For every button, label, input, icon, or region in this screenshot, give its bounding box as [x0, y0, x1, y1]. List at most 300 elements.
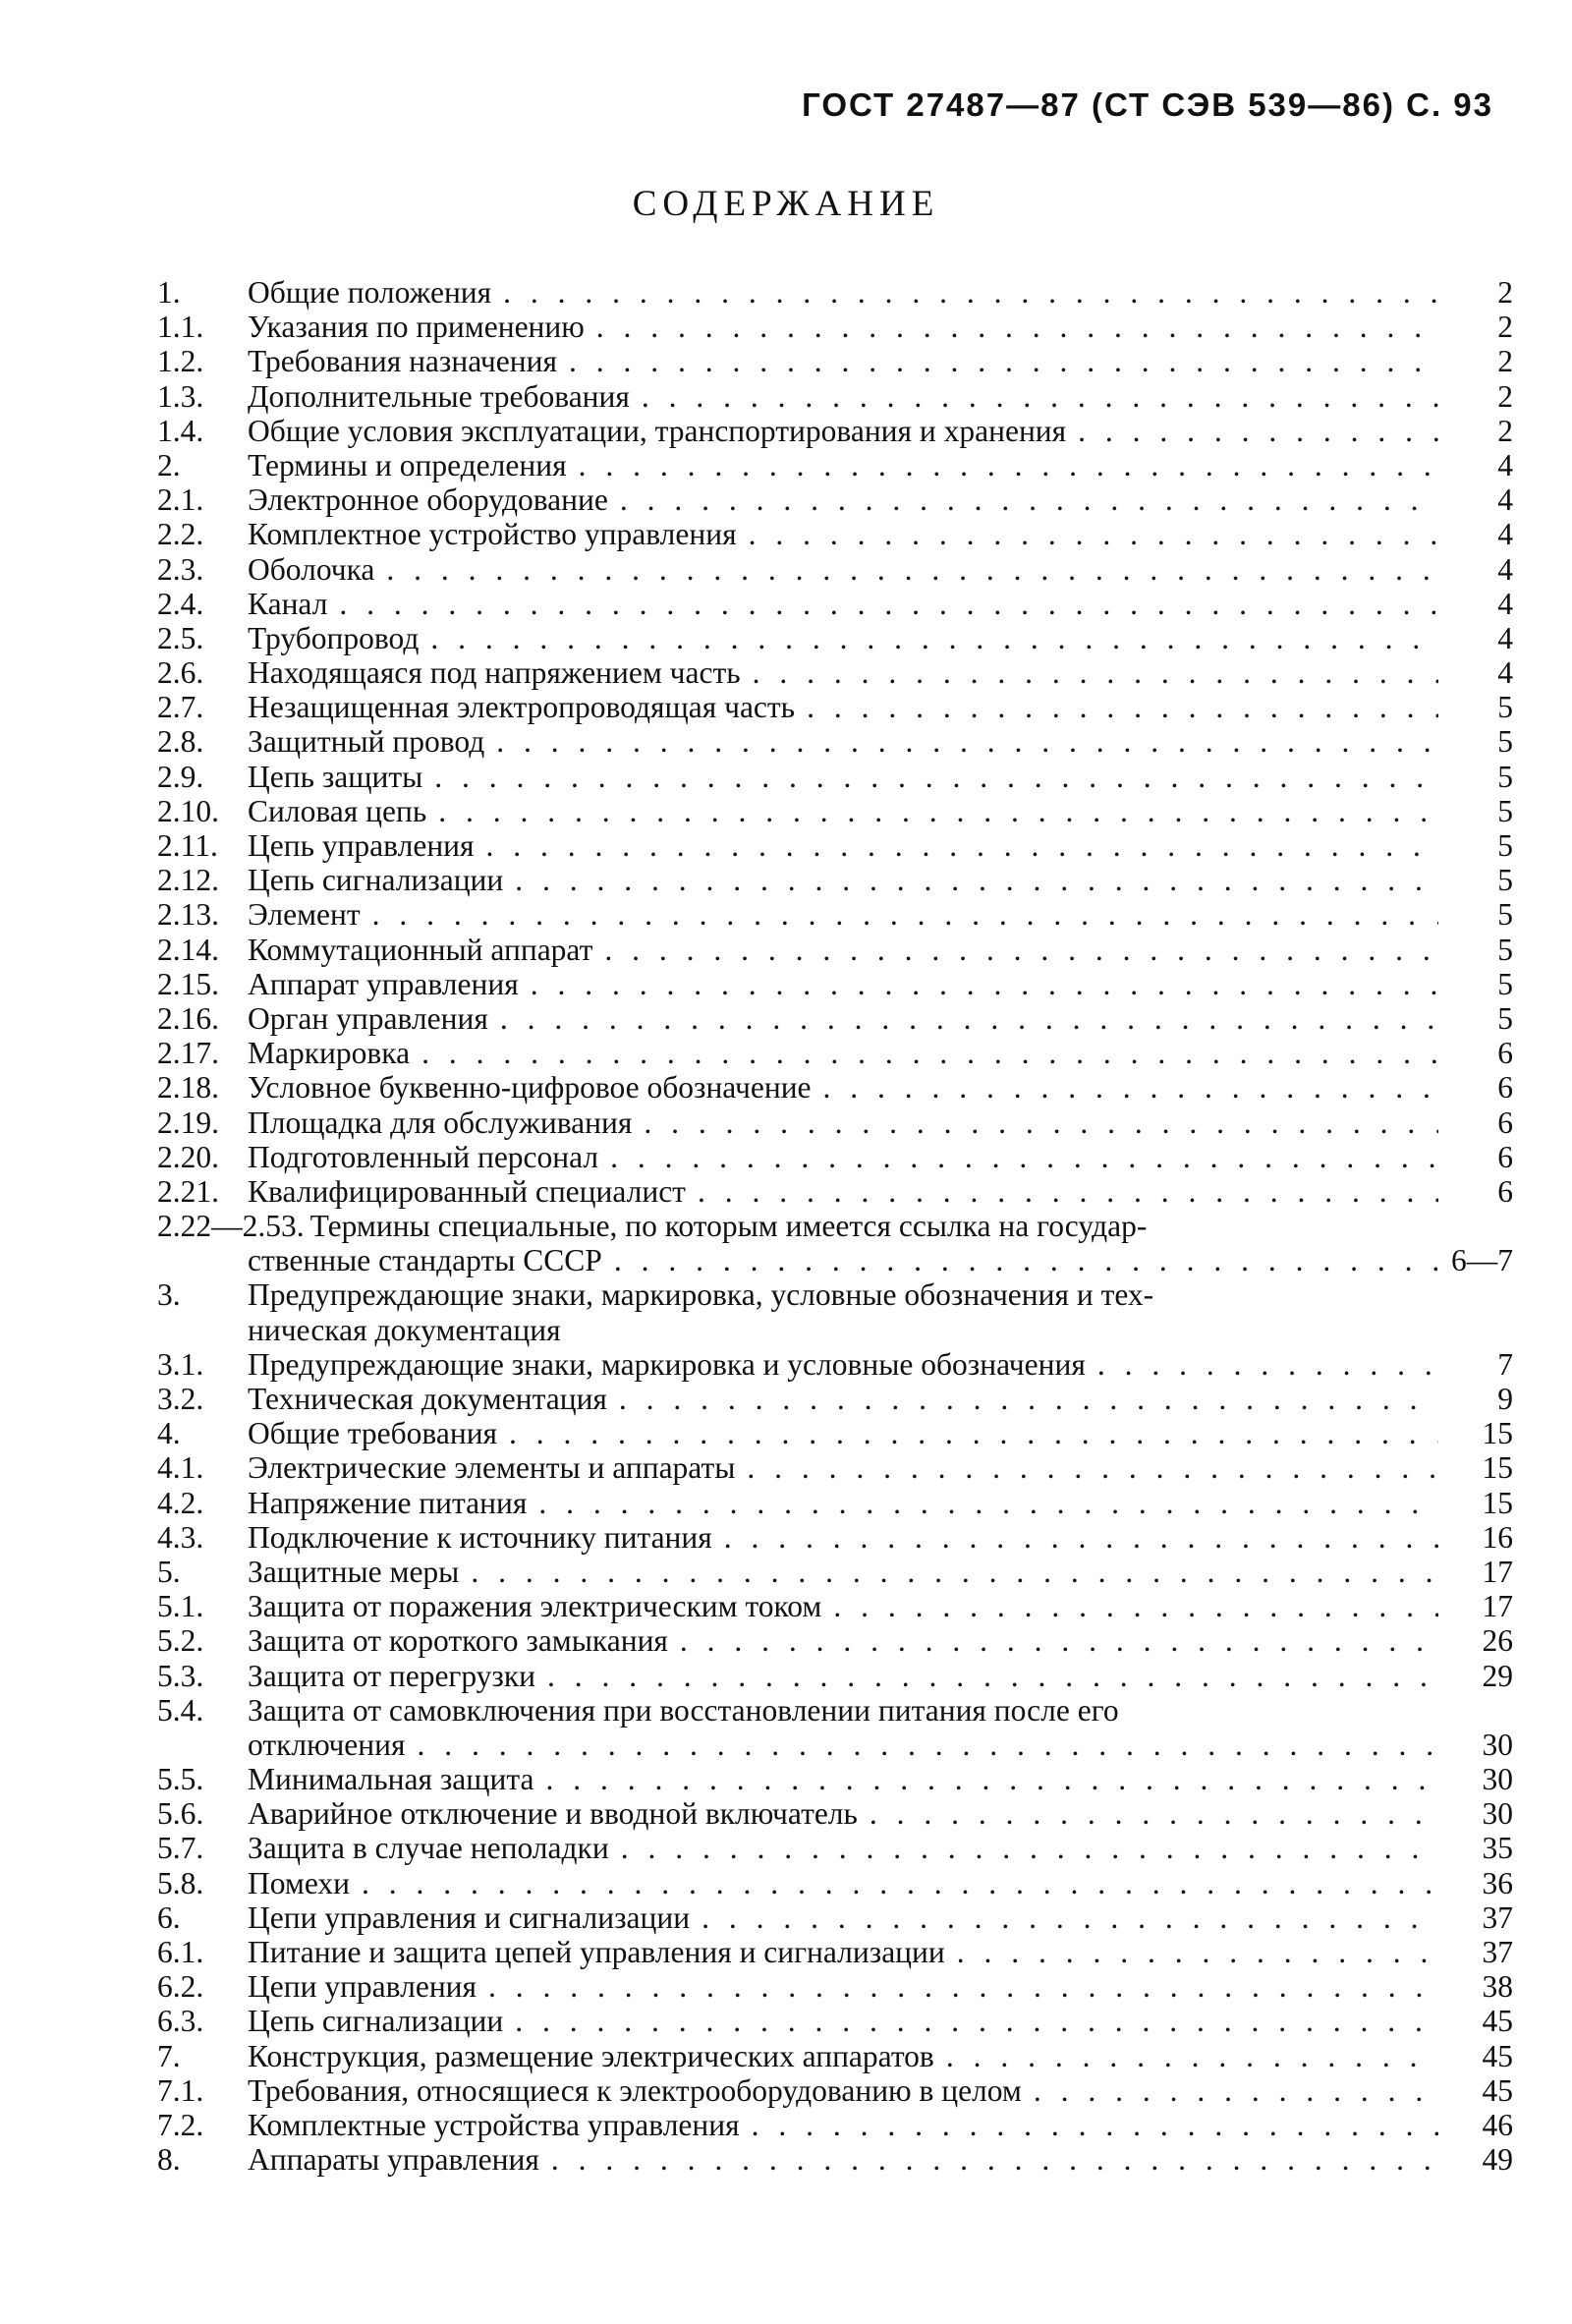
toc-entry-number: 6.3. [157, 2004, 204, 2039]
toc-entry-number: 4. [157, 1416, 181, 1451]
toc-entry [157, 1762, 1513, 1796]
toc-entry-page: 2 [1497, 310, 1513, 345]
dot-leader [610, 1140, 1438, 1174]
toc-entry-page: 4 [1497, 620, 1513, 655]
dot-leader [551, 2142, 1438, 2177]
toc-entry-page: 30 [1482, 1796, 1513, 1832]
toc-entry-title: Коммутационный аппарат [248, 932, 593, 967]
dot-leader [509, 1416, 1438, 1450]
toc-entry-page: 5 [1497, 759, 1513, 794]
dot-leader [531, 967, 1438, 1001]
toc-entry-text [248, 1762, 1438, 1796]
toc-entry-text [248, 2108, 1438, 2142]
toc-entry-title: Цепь управления [248, 828, 475, 863]
dot-leader [614, 1243, 1438, 1277]
dot-leader [546, 1762, 1438, 1796]
toc-entry-number: 2.3. [157, 551, 204, 587]
toc-entry-title: Площадка для обслуживания [248, 1105, 633, 1140]
toc-entry-title: Силовая цепь [248, 793, 427, 828]
toc-entry-text [248, 552, 1438, 587]
dot-leader [486, 828, 1438, 863]
toc-entry-text [248, 1623, 1438, 1658]
dot-leader [1165, 1277, 1438, 1312]
toc-entry-text [248, 1313, 1438, 1347]
toc-entry [157, 1866, 1513, 1900]
toc-entry [157, 690, 1513, 724]
dot-leader [1131, 1693, 1438, 1728]
toc-entry-number: 4.3. [157, 1519, 204, 1555]
toc-entry-number: 5. [157, 1554, 181, 1589]
toc-entry [157, 863, 1513, 897]
toc-entry-text [248, 897, 1438, 932]
toc-entry-page: 37 [1482, 1899, 1513, 1935]
toc-entry-number: 2.7. [157, 690, 204, 725]
toc-entry-title: Маркировка [248, 1036, 411, 1071]
toc-entry-text [248, 2073, 1438, 2108]
toc-entry-text [248, 1001, 1438, 1036]
toc-entry-text [248, 1693, 1438, 1728]
toc-entry-page: 5 [1497, 897, 1513, 933]
toc-entry-number: 2.11. [157, 828, 218, 863]
toc-entry-page: 15 [1482, 1416, 1513, 1451]
toc-entry-title: ническая документация [248, 1312, 561, 1347]
toc-entry [157, 2073, 1513, 2108]
toc-entry [157, 967, 1513, 1001]
toc-entry-page: 2 [1497, 344, 1513, 379]
toc-entry-title: Общие требования [248, 1416, 498, 1451]
toc-entry [157, 1313, 1513, 1347]
toc-entry-title: Защита в случае неполадки [248, 1831, 609, 1866]
toc-entry-number: 1.3. [157, 378, 204, 414]
toc-entry-title: Термины и определения [248, 447, 567, 482]
toc-entry-title: Орган управления [248, 1000, 488, 1036]
dot-leader [430, 621, 1438, 655]
toc-entry [157, 1693, 1513, 1728]
toc-entry-title: Требования назначения [248, 344, 557, 379]
toc-entry-number: 2.17. [157, 1036, 219, 1071]
toc-entry-page: 29 [1482, 1658, 1513, 1693]
dot-leader [604, 933, 1438, 967]
toc-entry [157, 379, 1513, 414]
toc-entry-number: 2. [157, 447, 181, 482]
toc-entry-page: 15 [1482, 1485, 1513, 1520]
toc-entry [157, 448, 1513, 482]
toc-entry [157, 1140, 1513, 1174]
dot-leader [496, 724, 1438, 759]
toc-entry-title: Канал [248, 586, 328, 621]
toc-entry-page: 5 [1497, 690, 1513, 725]
toc-entry [157, 1416, 1513, 1450]
toc-entry-page: 5 [1497, 966, 1513, 1001]
toc-entry-text [248, 794, 1438, 828]
toc-entry-title: Оболочка [248, 551, 375, 587]
dot-leader [946, 2039, 1438, 2073]
toc-entry [157, 794, 1513, 828]
toc-entry-text [248, 2142, 1438, 2177]
toc-entry-text [248, 760, 1438, 794]
toc-entry-page: 5 [1497, 724, 1513, 760]
toc-entry [157, 414, 1513, 448]
toc-entry-page: 2 [1497, 378, 1513, 414]
toc-entry [157, 1831, 1513, 1865]
toc-entry-page: 5 [1497, 828, 1513, 863]
dot-leader [698, 1174, 1438, 1209]
toc-entry-text [248, 1589, 1438, 1623]
toc-entry-page: 38 [1482, 1969, 1513, 2005]
dot-leader [500, 1001, 1438, 1036]
toc-entry-title: Комплектное устройство управления [248, 517, 737, 552]
toc-entry [157, 310, 1513, 344]
toc-entry-page: 45 [1482, 2072, 1513, 2108]
toc-entry-title: Трубопровод [248, 620, 420, 655]
toc-entry-text [248, 863, 1438, 897]
dot-leader [1078, 414, 1438, 448]
toc-entry-text [248, 1416, 1438, 1450]
dot-leader [833, 1589, 1438, 1623]
toc-entry-number: 5.7. [157, 1831, 204, 1866]
toc-entry-title: Цепи управления [248, 1969, 477, 2005]
toc-entry-number: 2.16. [157, 1000, 219, 1036]
dot-leader [579, 448, 1438, 482]
toc-entry-text [248, 1659, 1438, 1693]
toc-entry-number: 2.9. [157, 759, 204, 794]
toc-entry-text [248, 621, 1438, 655]
toc-entry-title: Защитные меры [248, 1554, 460, 1589]
page-header: ГОСТ 27487—87 (СТ СЭВ 539—86) С. 93 [802, 86, 1493, 123]
toc-entry-number: 5.6. [157, 1796, 204, 1832]
toc-entry-number: 2.5. [157, 620, 204, 655]
toc-entry-title: Цепи управления и сигнализации [248, 1899, 691, 1935]
toc-entry-title: Квалифицированный специалист [248, 1173, 686, 1209]
toc-entry-text [248, 275, 1438, 310]
toc-entry [157, 2142, 1513, 2177]
toc-entry [157, 1243, 1513, 1277]
dot-leader [421, 1036, 1438, 1070]
toc-entry-text [248, 724, 1438, 759]
toc-entry-text [248, 1174, 1438, 1209]
toc-entry-page: 9 [1497, 1382, 1513, 1416]
toc-entry [157, 1623, 1513, 1658]
dot-leader [1097, 1347, 1438, 1382]
toc-entry [157, 1796, 1513, 1831]
toc-entry-text [248, 1105, 1438, 1140]
toc-entry-number: 1.4. [157, 413, 204, 448]
toc-entry [157, 724, 1513, 759]
toc-entry-number: 2.2. [157, 517, 204, 552]
toc-entry-text [248, 1866, 1438, 1900]
toc-entry-title: Предупреждающие знаки, маркировка, условные обозначения и тех- [248, 1277, 1154, 1313]
toc-entry-text [248, 1382, 1438, 1416]
toc-entry-title: Помехи [248, 1865, 351, 1900]
dot-leader [339, 587, 1438, 621]
dot-leader [538, 1486, 1438, 1520]
toc-entry [157, 1520, 1513, 1555]
toc-entry-title: Защита от поражения электрическим током [248, 1589, 822, 1624]
toc-entry-page: 45 [1482, 2004, 1513, 2039]
toc-entry-number: 3.2. [157, 1382, 204, 1416]
dot-leader [753, 655, 1438, 690]
toc-entry-title: Комплектные устройства управления [248, 2107, 740, 2142]
toc-entry-number: 2.14. [157, 932, 219, 967]
toc-entry [157, 1174, 1513, 1209]
toc-entry-title: Подключение к источнику питания [248, 1519, 712, 1555]
toc-entry-number: 2.10. [157, 793, 219, 828]
toc-entry-page: 6 [1497, 1105, 1513, 1140]
toc-entry-text [248, 1450, 1438, 1485]
dot-leader [870, 1796, 1438, 1831]
dot-leader [362, 1866, 1438, 1900]
toc-entry-text [248, 1140, 1438, 1174]
dot-leader [1034, 2073, 1438, 2108]
toc-entry-page: 5 [1497, 1000, 1513, 1036]
toc-entry [157, 344, 1513, 378]
toc-entry-text [248, 1969, 1438, 2004]
toc-entry-number: 5.3. [157, 1658, 204, 1693]
toc-entry-page: 4 [1497, 655, 1513, 691]
toc-entry-title: ственные стандарты СССР [248, 1243, 602, 1278]
toc-entry-page: 4 [1497, 517, 1513, 552]
toc-entry-page: 26 [1482, 1623, 1513, 1659]
dot-leader [621, 1831, 1438, 1865]
toc-entry-number: 2.12. [157, 863, 219, 898]
toc-entry-text [248, 379, 1438, 414]
toc-entry-title: Питание и защита цепей управления и сигнализации [248, 1935, 945, 1969]
toc-entry-page: 15 [1482, 1450, 1513, 1486]
dot-leader [957, 1935, 1438, 1969]
toc-entry [157, 1728, 1513, 1762]
toc-entry [157, 1036, 1513, 1070]
toc-entry-text [248, 967, 1438, 1001]
dot-leader [434, 760, 1438, 794]
toc-entry [157, 1070, 1513, 1105]
toc-entry-number: 4.1. [157, 1450, 204, 1486]
toc-entry-title: Защита от самовключения при восстановлении питания после его [248, 1692, 1119, 1728]
toc-entry-text [248, 1900, 1438, 1935]
toc-entry-title: Техническая документация [248, 1382, 607, 1416]
toc-entry-page: 2 [1497, 413, 1513, 448]
dot-leader [596, 310, 1438, 344]
dot-leader [823, 1070, 1438, 1105]
toc-entry-text [248, 690, 1438, 724]
toc-entry-page: 5 [1497, 863, 1513, 898]
dot-leader [515, 863, 1438, 897]
toc-entry-text [248, 1935, 1438, 1969]
toc-entry-number: 6. [157, 1899, 181, 1935]
toc-entry-number: 3. [157, 1277, 181, 1313]
toc-entry-page: 5 [1497, 793, 1513, 828]
toc-entry-title: Находящаяся под напряжением часть [248, 655, 741, 691]
toc-entry-number: 2.20. [157, 1139, 219, 1174]
toc-entry-title: Указания по применению [248, 310, 585, 345]
toc-entry-page: 4 [1497, 447, 1513, 482]
toc-entry [157, 587, 1513, 621]
toc-entry-number: 2.6. [157, 655, 204, 691]
dot-leader [503, 275, 1438, 310]
toc-entry-text [248, 414, 1438, 448]
toc-entry-page: 4 [1497, 586, 1513, 621]
toc-entry-number: 5.2. [157, 1623, 204, 1659]
toc-entry-page: 45 [1482, 2038, 1513, 2073]
toc-entry-text [248, 1347, 1438, 1382]
toc-entry-title: Цепь защиты [248, 759, 423, 794]
toc-entry-title: Защита от перегрузки [248, 1658, 536, 1693]
toc-entry-number: 2.21. [157, 1173, 219, 1209]
toc-entry [157, 897, 1513, 932]
toc-entry-page: 17 [1482, 1554, 1513, 1589]
toc-entry-text [248, 1520, 1438, 1555]
toc-entry-number: 5.8. [157, 1865, 204, 1900]
toc-entry-number: 5.4. [157, 1692, 204, 1728]
toc-entry-title: Общие положения [248, 275, 492, 310]
toc-entry [157, 1555, 1513, 1589]
toc-entry [157, 1347, 1513, 1382]
toc-entry-page: 6 [1497, 1036, 1513, 1071]
toc-entry-title: Незащищенная электропроводящая часть [248, 690, 796, 725]
toc-entry-page: 5 [1497, 932, 1513, 967]
toc-entry-number: 4.2. [157, 1485, 204, 1520]
dot-leader [417, 1728, 1438, 1762]
toc-entry [157, 1450, 1513, 1485]
toc-entry-page: 6 [1497, 1070, 1513, 1105]
page-title: СОДЕРЖАНИЕ [632, 184, 940, 224]
toc-entry-number: 6.2. [157, 1969, 204, 2005]
toc-entry-title: Напряжение питания [248, 1485, 528, 1520]
toc-entry-title: Цепь сигнализации [248, 863, 504, 898]
toc-entry-text [248, 1555, 1438, 1589]
toc-entry-number: 8. [157, 2142, 181, 2178]
toc-entry-number: 1. [157, 275, 181, 310]
toc-entry-text [248, 2039, 1438, 2073]
toc-entry-title: Требования, относящиеся к электрооборудованию в целом [248, 2072, 1022, 2108]
toc-entry [157, 1900, 1513, 1935]
toc-entry [157, 1659, 1513, 1693]
toc-entry [157, 1277, 1513, 1312]
dot-leader [438, 794, 1438, 828]
toc-entry [157, 1935, 1513, 1969]
toc-entry [157, 933, 1513, 967]
toc-entry-page: 16 [1482, 1519, 1513, 1555]
toc-entry-text [248, 587, 1438, 621]
dot-leader [569, 344, 1438, 378]
toc-entry-text [248, 655, 1438, 690]
toc-entry [157, 1382, 1513, 1416]
dot-leader [372, 897, 1438, 932]
toc-entry-title: Дополнительные требования [248, 378, 630, 414]
toc-entry [157, 2004, 1513, 2038]
dot-leader [749, 517, 1438, 551]
toc-entry-page: 35 [1482, 1831, 1513, 1866]
toc-entry-number: 1.2. [157, 344, 204, 379]
toc-entry-text [248, 933, 1438, 967]
toc-entry [157, 621, 1513, 655]
toc-entry-text [248, 828, 1438, 863]
toc-entry-text [248, 1796, 1438, 1831]
toc-entry-text [248, 310, 1438, 344]
toc-entry [157, 275, 1513, 310]
toc-entry-page: 4 [1497, 551, 1513, 587]
toc-entry-title: Элемент [248, 897, 361, 933]
toc-entry-page: 6 [1497, 1173, 1513, 1209]
toc-entry-number: 2.18. [157, 1070, 219, 1105]
toc-entry-page: 17 [1482, 1589, 1513, 1624]
toc-entry [157, 2039, 1513, 2073]
dot-leader [747, 1450, 1438, 1485]
toc-entry-title: Электронное оборудование [248, 482, 608, 518]
dot-leader [807, 690, 1438, 724]
toc-entry-title: Защита от короткого замыкания [248, 1623, 668, 1659]
toc-entry-page: 30 [1482, 1762, 1513, 1797]
toc-entry-number: 3.1. [157, 1346, 204, 1382]
toc-entry [157, 482, 1513, 517]
dot-leader [752, 2108, 1438, 2142]
dot-leader [488, 1969, 1438, 2004]
toc-entry-title: Аппарат управления [248, 966, 519, 1001]
toc-entry-title: Подготовленный персонал [248, 1139, 599, 1174]
dot-leader [702, 1900, 1438, 1935]
toc-entry [157, 655, 1513, 690]
toc-entry-text [248, 2004, 1438, 2038]
toc-entry-text [248, 517, 1438, 551]
toc-entry [157, 1486, 1513, 1520]
toc-entry-number: 7.1. [157, 2072, 204, 2108]
dot-leader [644, 1105, 1438, 1140]
toc-entry [157, 1209, 1513, 1243]
dot-leader [515, 2004, 1438, 2038]
toc-entry-page: 49 [1482, 2142, 1513, 2178]
toc-entry-title: Минимальная защита [248, 1762, 534, 1797]
toc-entry-page: 37 [1482, 1935, 1513, 1969]
toc-entry-text [248, 1728, 1438, 1762]
toc-entry-number: 2.8. [157, 724, 204, 760]
toc-entry [157, 517, 1513, 551]
dot-leader [619, 1382, 1438, 1416]
toc-entry-title: Термины специальные, по которым имеется ссылка на государ- [309, 1209, 1148, 1244]
toc-entry-title: Общие условия эксплуатации, транспортирования и хранения [248, 413, 1067, 448]
toc-entry-number: 5.1. [157, 1589, 204, 1624]
dot-leader [680, 1623, 1438, 1658]
toc-entry-page: 7 [1497, 1346, 1513, 1382]
dot-leader [547, 1659, 1438, 1693]
toc-entry-number: 7.2. [157, 2107, 204, 2142]
toc-entry [157, 1589, 1513, 1623]
toc-entry-page: 36 [1482, 1865, 1513, 1900]
toc-entry-page: 6 [1497, 1139, 1513, 1174]
toc-entry [157, 2108, 1513, 2142]
dot-leader [573, 1313, 1438, 1347]
toc-entry-number: 7. [157, 2038, 181, 2073]
table-of-contents [157, 275, 1513, 2177]
dot-leader [620, 482, 1438, 517]
toc-entry-text [248, 1036, 1438, 1070]
dot-leader [724, 1520, 1438, 1555]
toc-entry-number: 2.19. [157, 1105, 219, 1140]
toc-entry-number: 2.22—2.53. [157, 1209, 305, 1244]
toc-entry-page: 30 [1482, 1727, 1513, 1762]
toc-entry-text [248, 1831, 1438, 1865]
dot-leader [642, 379, 1438, 414]
toc-entry-text [248, 482, 1438, 517]
toc-entry-text [248, 1243, 1438, 1277]
toc-entry-page: 4 [1497, 482, 1513, 518]
toc-entry-title: Защитный провод [248, 724, 485, 760]
toc-entry-text [248, 448, 1438, 482]
toc-entry [157, 828, 1513, 863]
dot-leader [471, 1555, 1438, 1589]
toc-entry [157, 760, 1513, 794]
toc-entry-title: Конструкция, размещение электрических аппаратов [248, 2038, 934, 2073]
toc-entry-page: 6—7 [1451, 1243, 1513, 1278]
toc-entry-title: Аварийное отключение и вводной включатель [248, 1796, 858, 1832]
